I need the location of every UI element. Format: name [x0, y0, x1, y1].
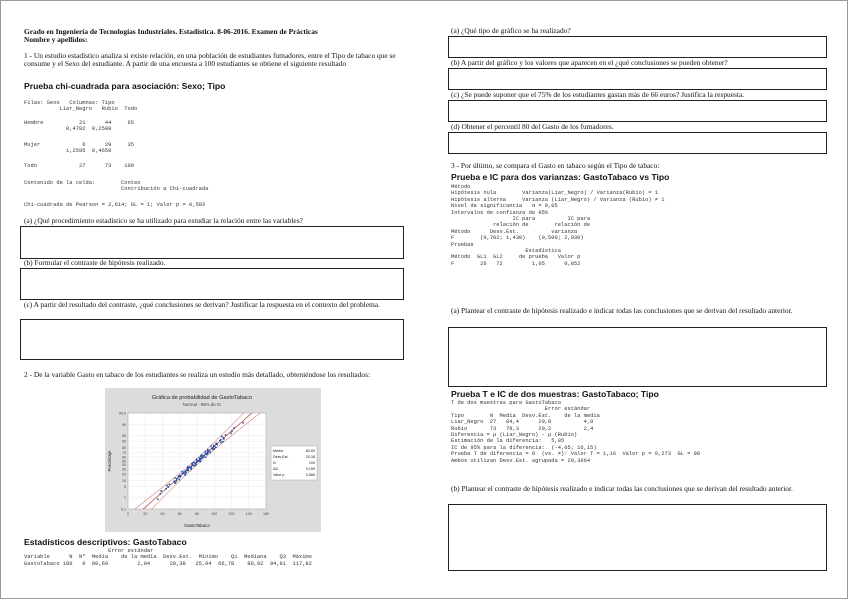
data-point	[205, 453, 207, 455]
data-point	[179, 475, 181, 477]
chi-row-mujer: Mujer 6 29 35	[24, 142, 134, 148]
data-point	[215, 442, 217, 444]
q2c-answer-box[interactable]	[448, 100, 827, 122]
data-point	[183, 471, 185, 473]
y-tick-label: 20	[122, 472, 126, 477]
data-point	[178, 479, 180, 481]
data-point	[199, 457, 201, 459]
stat-value: 80,69	[305, 449, 315, 453]
stat-label: N	[273, 461, 276, 465]
plot-xlabel: GastoTabaco	[184, 523, 210, 528]
y-tick-label: 30	[122, 467, 126, 472]
q2d-question: (d) Obtener el percentil 80 del Gasto de los fumadores.	[451, 122, 614, 131]
plot-title: Gráfica de probabilidad de GastoTabaco	[151, 395, 253, 401]
variance-line: Pruebas	[451, 241, 474, 248]
stat-label: AD	[273, 467, 279, 471]
t-test-line: Diferencia = μ (Liar_Negro) - μ (Rubio)	[451, 432, 578, 439]
q3a-answer-box[interactable]	[448, 327, 827, 387]
chi-row-mujer-contrib: 1,2595 0,4659	[24, 148, 112, 154]
q2a-answer-box[interactable]	[448, 36, 827, 58]
data-point	[205, 456, 207, 458]
stat-label: Valor p	[273, 473, 285, 477]
data-point	[167, 486, 169, 488]
q2a-question: (a) ¿Qué tipo de gráfico se ha realizado?	[451, 26, 571, 35]
q1a-answer-box[interactable]	[20, 226, 404, 259]
variance-test-title: Prueba e IC para dos varianzas: GastoTabaco vs Tipo	[451, 172, 670, 182]
q2-intro: 2 - De la variable Gasto en tabaco de los estudiantes se realiza un estudio más detallado, obteniéndose los resultados:	[24, 370, 371, 379]
data-point	[221, 436, 223, 438]
stat-label: Desv.Est.	[273, 455, 289, 459]
probability-plot	[105, 388, 321, 532]
data-point	[209, 452, 211, 454]
data-point	[194, 462, 196, 464]
chi-table-header-1: Filas: Sexo Columnas: Tipo	[24, 100, 115, 106]
y-tick-label: 95	[122, 433, 126, 438]
x-tick-label: 80	[195, 512, 199, 516]
t-test-line: Ambos utilizan Desv.Est. agrupada = 20,3664	[451, 457, 591, 464]
q2b-question: (b) A partir del gráfico y los valores que aparecen en el ¿qué conclusiones se pueden obtener?	[451, 58, 728, 67]
data-point	[166, 485, 168, 487]
q3-intro: 3 - Por último, se compara el Gasto en tabaco según el Tipo de tabaco:	[451, 161, 660, 170]
stat-value: 0,886	[305, 473, 315, 477]
data-point	[189, 466, 191, 468]
descriptives-row: GastoTabaco 100 0 80,69 2,04 20,38 25,04 66,78 80,92 94,81 117,82	[24, 561, 312, 567]
t-test-title: Prueba T e IC de dos muestras: GastoTabaco; Tipo	[451, 389, 659, 399]
data-point	[230, 432, 232, 434]
y-tick-label: 1	[124, 495, 126, 500]
t-test-line: Liar_Negro 27 84,4 20,8 4,0	[451, 419, 594, 426]
data-point	[203, 455, 205, 457]
data-point	[209, 450, 211, 452]
q2d-answer-box[interactable]	[448, 132, 827, 154]
variance-line: Hipótesis alterna Varianza (Liar_Negro) / Varianza (Rubio) ≠ 1	[451, 196, 665, 203]
chi-table-header-2: Liar_Negro Rubio Todo	[24, 106, 138, 112]
variance-line: IC para IC para	[451, 216, 591, 223]
plot-ylabel: Porcentaje	[107, 450, 112, 472]
data-point	[242, 422, 244, 424]
data-point	[174, 477, 176, 479]
chi-row-hombre-contrib: 0,4782 0,2508	[24, 126, 112, 132]
y-tick-label: 99	[122, 423, 126, 428]
data-point	[233, 427, 235, 429]
x-tick-label: 0	[127, 512, 129, 516]
t-test-line: Prueba T de diferencia = 0 (vs. ≠): Valor T = 1,16 Valor p = 0,273 GL = 98	[451, 451, 701, 458]
t-test-line: Error estándar	[451, 406, 591, 413]
y-tick-label: 70	[122, 451, 126, 456]
q3a-question: (a) Plantear el contraste de hipótesis realizado e indicar todas las conclusiones que se derivan del resultado anterior.	[451, 306, 793, 315]
data-point	[181, 471, 183, 473]
x-tick-label: 100	[211, 512, 218, 516]
q3b-question: (b) Plantear el contraste de hipótesis realizado e indicar todas las conclusiones que se derivan del resultado anterior.	[451, 484, 793, 493]
stat-value: 0,199	[305, 467, 315, 471]
q1c-question: (c) A partir del resultado del contraste, ¿qué conclusiones se derivan? Justificar la respuesta en el contexto del problema.	[24, 300, 380, 309]
data-point	[176, 479, 178, 481]
data-point	[157, 498, 159, 500]
y-tick-label: 40	[122, 463, 126, 468]
y-tick-label: 0,1	[121, 507, 126, 512]
t-test-line: Estimación de la diferencia: 5,05	[451, 438, 565, 445]
stat-value: 20,38	[305, 455, 315, 459]
data-point	[191, 463, 193, 465]
y-tick-label: 10	[122, 479, 126, 484]
data-point	[231, 430, 233, 432]
pearson-result: Chi-cuadrada de Pearson = 2,614; GL = 1; Valor p = 0,503	[24, 202, 206, 208]
data-point	[175, 481, 177, 483]
q2c-question: (c) ¿Se puede suponer que el 75% de los estudiantes gastan más de 66 euros? Justifica la respuesta.	[451, 90, 745, 99]
x-tick-label: 120	[228, 512, 235, 516]
y-tick-label: 99,9	[119, 411, 126, 416]
variance-line: Intervalos de confianza de 95%	[451, 209, 549, 216]
variance-line: Método Desv.Est. varianza	[451, 228, 578, 235]
variance-line: F (0,702; 1,430) (0,500; 2,030)	[451, 235, 584, 242]
q1-intro: 1 - Un estudio estadístico analiza si existe relación, en una población de estudiantes fumadores, entre el Tipo de tabaco que se consume y el Sexo del estudiante. A partir de una encuesta a 100 estudiantes se obtiene el siguiente resultado	[24, 51, 396, 69]
data-point	[184, 473, 186, 475]
data-point	[223, 437, 225, 439]
variance-line: Hipótesis nula Varianza(Liar_Negro) / Varianza(Rubio) = 1	[451, 190, 659, 197]
q1c-answer-box[interactable]	[20, 319, 404, 360]
data-point	[159, 493, 161, 495]
y-tick-label: 50	[122, 459, 126, 464]
stat-value: 100	[308, 461, 315, 465]
variance-line: relación de relación de	[451, 222, 591, 229]
variance-line: Método	[451, 184, 471, 190]
data-point	[168, 483, 170, 485]
t-test-line: IC de 95% para la diferencia: (-4,05; 16,15)	[451, 444, 597, 451]
data-point	[225, 434, 227, 436]
data-point	[222, 441, 224, 443]
data-point	[213, 448, 215, 450]
plot-subtitle: Normal - 95% de IC	[182, 402, 222, 407]
y-tick-label: 90	[122, 439, 126, 444]
x-tick-label: 140	[245, 512, 252, 516]
variance-line: Método GL1 GL2 de prueba Valor p	[451, 254, 581, 261]
x-tick-label: 160	[263, 512, 269, 516]
data-point	[160, 490, 162, 492]
data-point	[165, 488, 167, 490]
data-point	[204, 451, 206, 453]
t-test-line: Tipo N Media Desv.Est. de la media	[451, 412, 600, 419]
t-test-line: T de dos muestras para GastoTabaco	[451, 400, 561, 406]
stat-label: Media	[273, 449, 284, 453]
data-point	[215, 446, 217, 448]
chi-row-todo: Todo 27 73 100	[24, 163, 134, 169]
data-point	[207, 449, 209, 451]
descriptives-header-1: Error estándar	[24, 548, 154, 554]
q3b-answer-box[interactable]	[448, 504, 827, 571]
descriptives-title: Estadísticos descriptivos: GastoTabaco	[24, 537, 187, 547]
q1a-question: (a) ¿Qué procedimiento estadístico se ha utilizado para estudiar la relación entre las variables?	[24, 216, 303, 225]
cell-contents-label: Contenido de la celda: Conteo	[24, 180, 141, 186]
data-point	[220, 442, 222, 444]
descriptives-header-2: Variable N N* Media de la media Desv.Est. Mínimo Q1 Mediana Q3 Máximo	[24, 554, 312, 560]
data-point	[201, 454, 203, 456]
data-point	[187, 466, 189, 468]
data-point	[176, 478, 178, 480]
data-point	[196, 458, 198, 460]
variance-line: F 26 72 1,05 0,852	[451, 260, 581, 267]
variance-line: Nivel de significancia α = 0,05	[451, 203, 558, 210]
variance-line: Estadística	[451, 248, 561, 255]
name-label: Nombre y apellidos:	[24, 35, 88, 44]
data-point	[210, 445, 212, 447]
data-point	[213, 444, 215, 446]
y-tick-label: 80	[122, 446, 126, 451]
data-point	[219, 439, 221, 441]
y-tick-label: 5	[124, 484, 126, 489]
q1b-question: (b) Formular el contraste de hipótesis realizado.	[24, 258, 166, 267]
data-point	[173, 480, 175, 482]
cell-contents-contribution: Contribución a Chi-cuadrada	[24, 186, 209, 192]
x-tick-label: 40	[160, 512, 165, 516]
chi-row-hombre: Hombre 21 44 65	[24, 120, 134, 126]
data-point	[193, 461, 195, 463]
variance-test-output	[451, 184, 665, 267]
x-tick-label: 60	[177, 512, 182, 516]
q1b-answer-box[interactable]	[20, 268, 404, 300]
t-test-line: Rubio 73 79,3 20,2 2,4	[451, 425, 594, 432]
y-tick-label: 60	[122, 455, 126, 460]
chi-square-title: Prueba chi-cuadrada para asociación: Sexo; Tipo	[24, 81, 226, 91]
exam-title: Grado en Ingeniería de Tecnologías Industriales. Estadística. 8-06-2016. Examen de Prácticas	[24, 27, 318, 36]
q2b-answer-box[interactable]	[448, 68, 827, 90]
x-tick-label: 20	[143, 512, 148, 516]
t-test-output	[451, 400, 700, 464]
